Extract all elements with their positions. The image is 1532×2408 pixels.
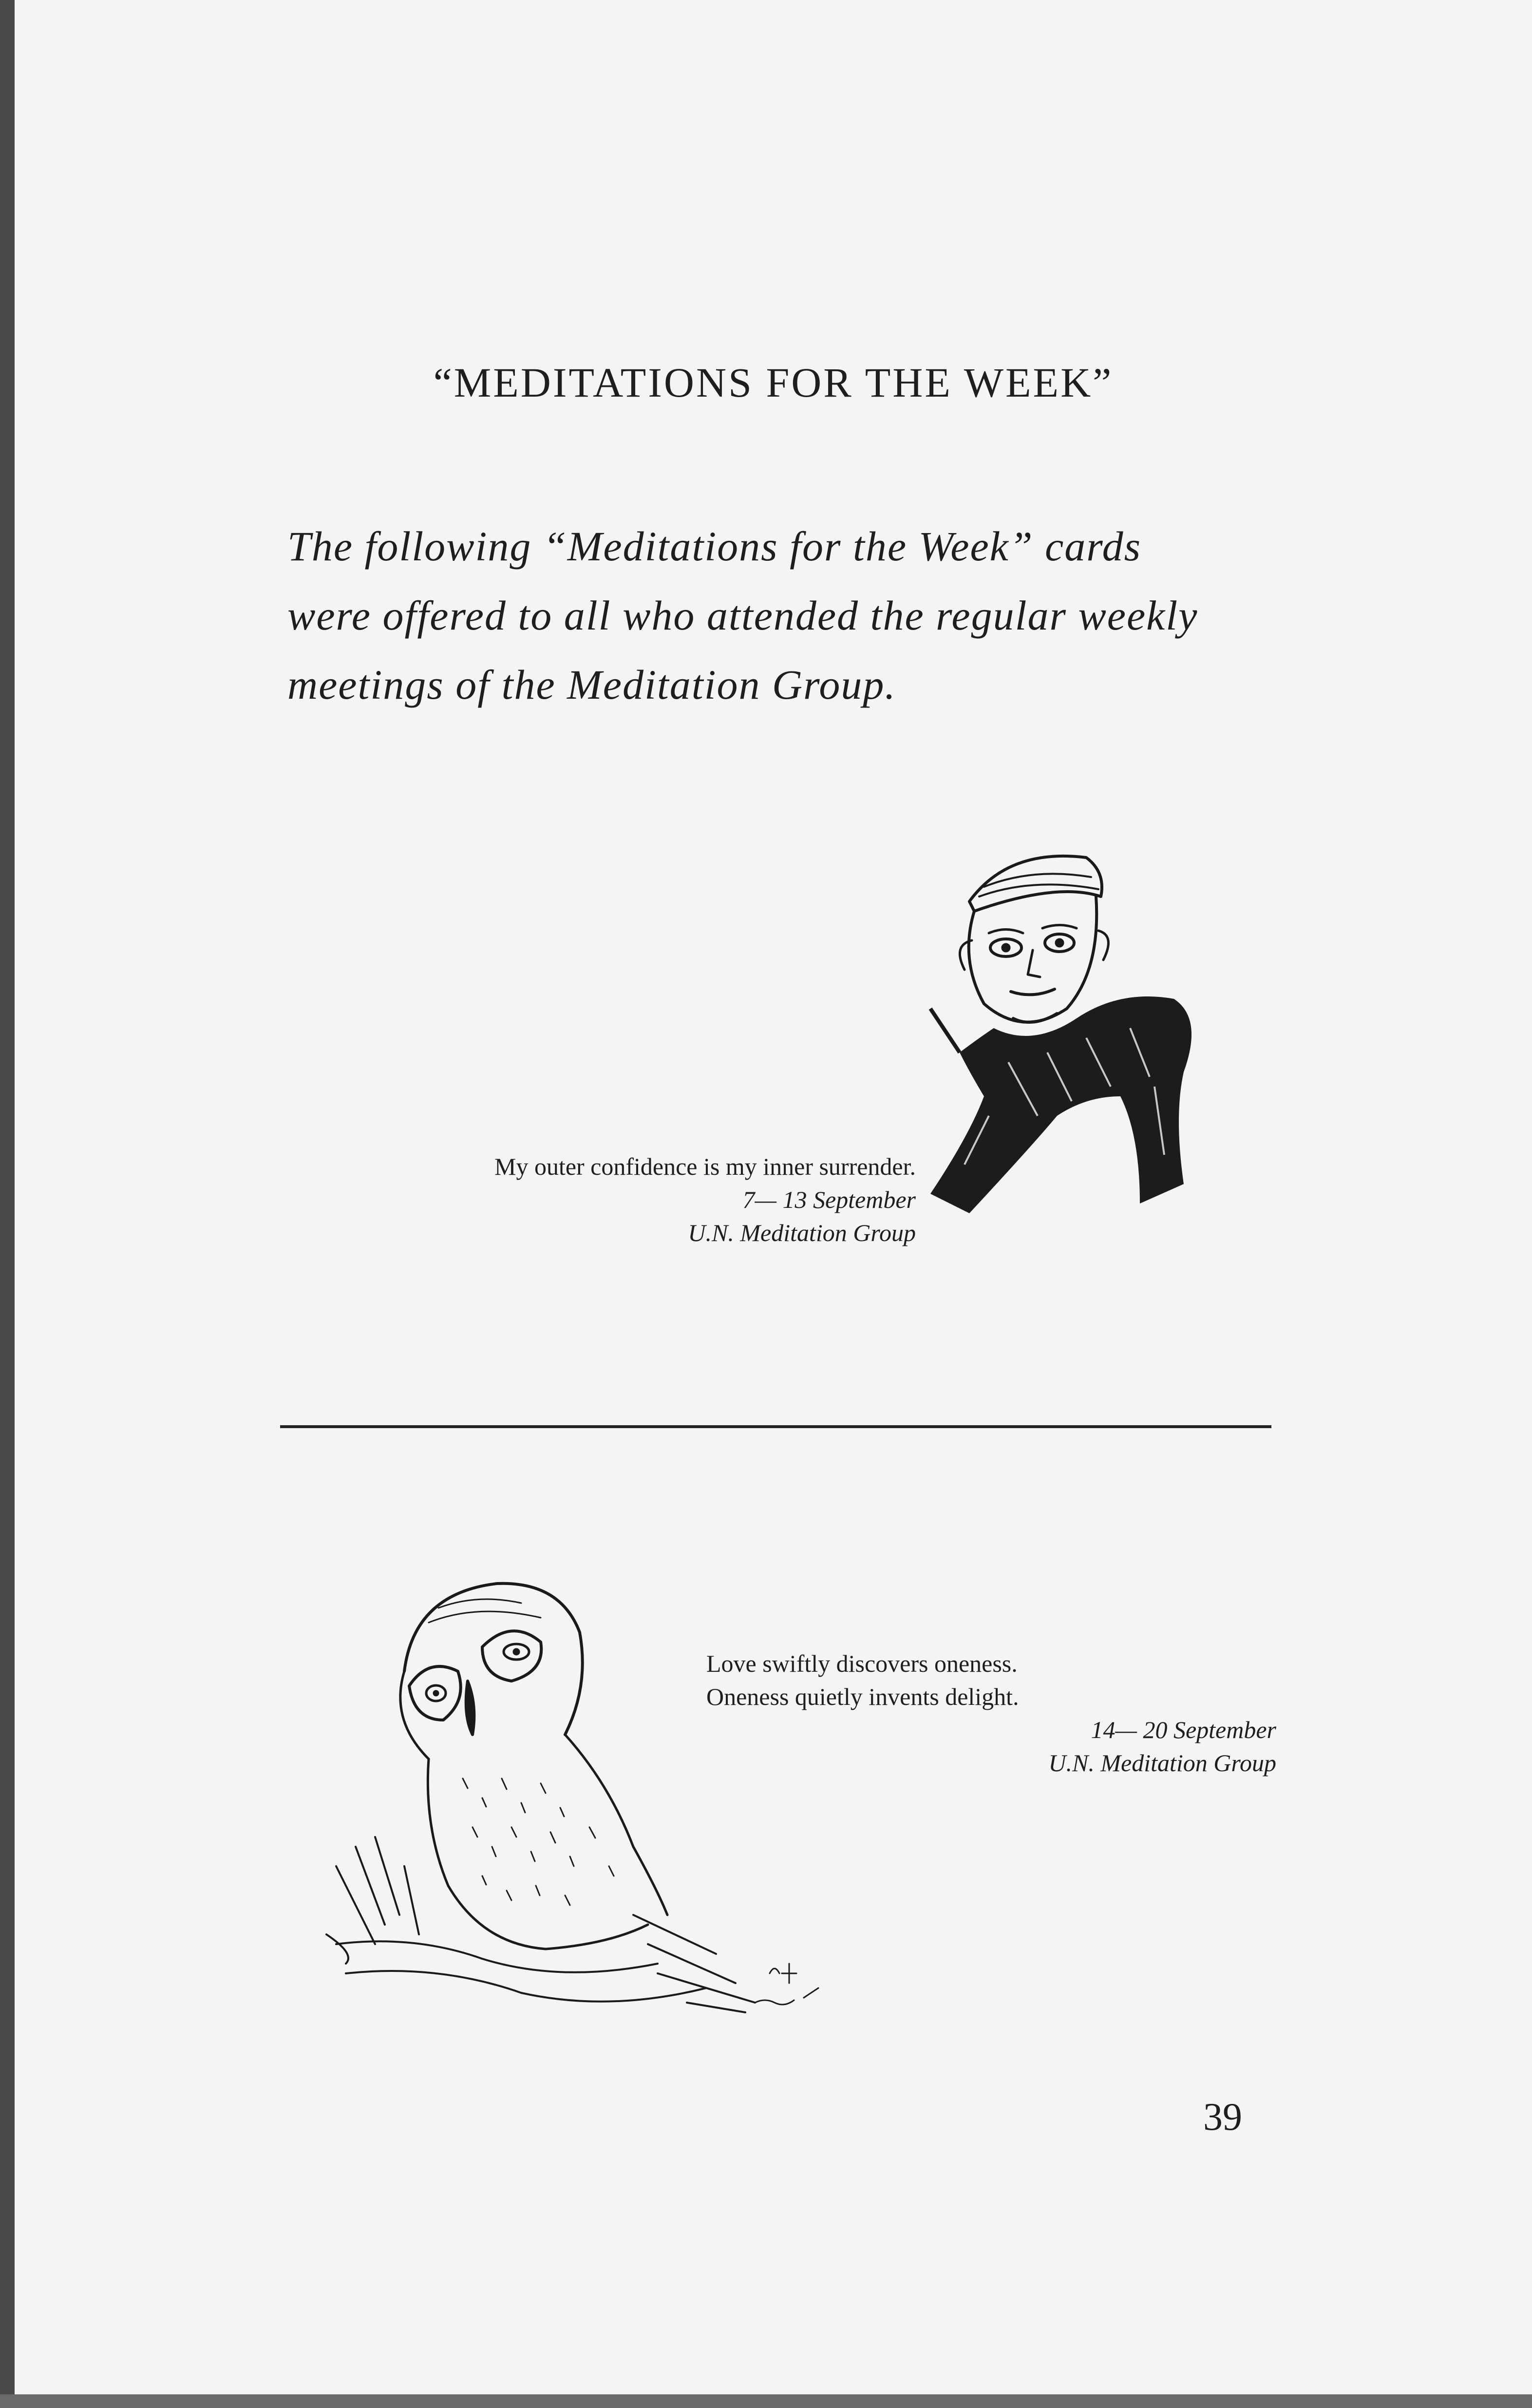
card-2-date: 14— 20 September	[1091, 1716, 1276, 1743]
card-2-text	[706, 1647, 1276, 1779]
person-sketch-icon	[911, 843, 1252, 1242]
section-divider	[280, 1425, 1271, 1428]
card-2-group: U.N. Meditation Group	[1048, 1749, 1276, 1777]
owl-sketch-icon	[317, 1574, 848, 2042]
page-number: 39	[1203, 2096, 1242, 2139]
scan-left-edge	[0, 0, 15, 2408]
intro-line: meetings of the Meditation Group.	[287, 661, 896, 708]
intro-line: were offered to all who attended the regular weekly	[287, 592, 1198, 639]
card-2-quote-line: Love swiftly discovers oneness.	[706, 1650, 1018, 1677]
page-title: “MEDITATIONS FOR THE WEEK”	[433, 359, 1114, 406]
card-1-text	[287, 1150, 916, 1249]
book-page	[15, 0, 1532, 2394]
scan-bottom-edge	[0, 2394, 1532, 2408]
card-2-quote-line: Oneness quietly invents delight.	[706, 1683, 1019, 1710]
intro-line: The following “Meditations for the Week” cards	[287, 523, 1142, 570]
intro-paragraph	[287, 512, 1320, 719]
card-1-group: U.N. Meditation Group	[688, 1219, 916, 1246]
card-1-date: 7— 13 September	[742, 1186, 916, 1213]
card-1-quote: My outer confidence is my inner surrender.	[494, 1153, 916, 1180]
